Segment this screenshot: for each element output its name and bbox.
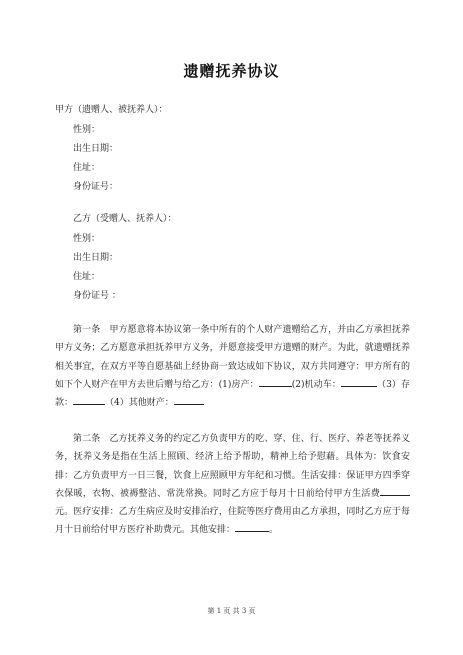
article-2-medical-text: 元。医疗安排：乙方生病应及时安排治疗，住院等医疗费用由乙方承担，同时乙方应于每月十日前给付甲方医疗补助费	[55, 507, 410, 536]
article-1-deposit-label: （3）存款：	[55, 379, 411, 409]
property-other-blank	[174, 395, 204, 405]
article-2-text: 第二条 乙方抚养义务的约定乙方负责甲方的吃、穿、住、行、医疗、养老等抚养义务，抚养义务是指在生活上照顾、经济上给予帮助，精神上给予慰藉。具体为：饮食安排：乙方负责甲方一日三餐，饮食上应照顾甲方年纪和习惯。生活安排：保证甲方四季穿衣保暖，衣物、被褥整洁、常洗常换。同时乙方应于每月十日前给付甲方生活费	[55, 434, 410, 499]
property-vehicle-blank	[341, 377, 377, 387]
article-1-other-label: （4）其他财产：	[105, 398, 174, 409]
page-number-footer: 第 1 页 共 3 页	[207, 607, 256, 615]
party-a-address-label: 住址：	[73, 163, 101, 173]
party-b-address-label: 住址：	[73, 272, 101, 282]
article-2-other-label: 元。其他安排：	[172, 525, 236, 536]
party-a-id-label: 身份证号：	[73, 182, 119, 192]
article-1-paragraph	[55, 321, 410, 412]
party-b-gender-label: 性别：	[73, 234, 101, 244]
living-expense-blank	[380, 486, 410, 496]
article-2-end-mark: 。	[269, 525, 279, 536]
party-a-gender-label: 性别：	[73, 125, 101, 135]
other-arrangement-blank	[235, 522, 269, 532]
article-1-vehicle-label: (2)机动车：	[291, 379, 341, 390]
article-1-text: 第一条 甲方愿意将本协议第一条中所有的个人财产遗赠给乙方，并由乙方承担抚养甲方义务；乙方愿意承担抚养甲方义务，并愿意接受甲方遗赠的财产。为此，就遗赠抚养相关事宜，在双方平等自愿基础上经协商一致达成如下协议，双方共同遵守：甲方所有的如下个人财产在甲方去世后赠与给乙方：(1)房产：	[55, 325, 410, 390]
article-2-paragraph	[55, 430, 410, 540]
property-house-blank	[259, 377, 292, 387]
party-b-birthdate-label: 出生日期：	[73, 253, 119, 263]
party-b-id-label: 身份证号 ：	[73, 291, 121, 301]
document-title: 遗赠抚养协议	[183, 62, 280, 80]
party-a-heading: 甲方（遗赠人、被抚养人）：	[55, 105, 168, 115]
party-a-birthdate-label: 出生日期：	[73, 144, 119, 154]
party-b-heading: 乙方（受赠人、抚养人）：	[73, 214, 177, 224]
property-deposit-blank	[73, 395, 105, 405]
